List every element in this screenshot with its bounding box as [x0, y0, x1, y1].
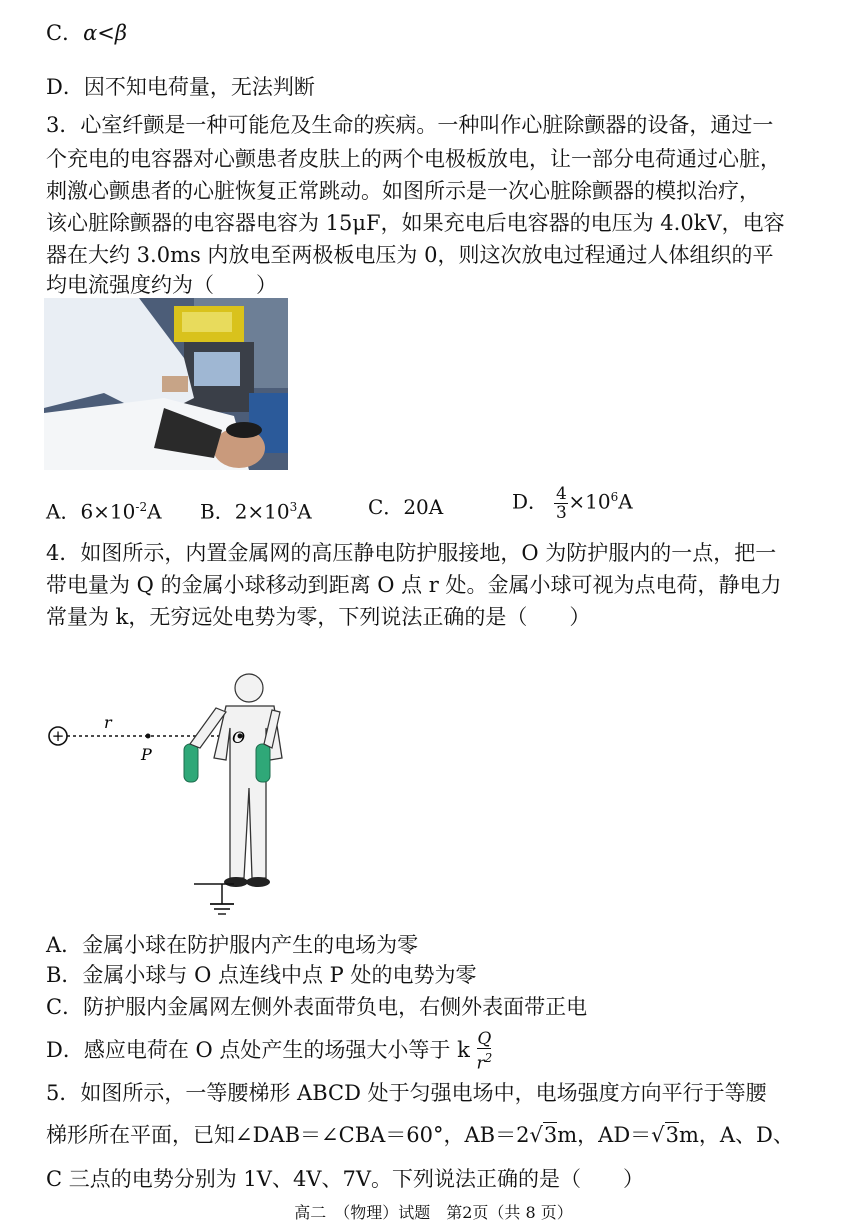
q3-option-b: B．$2\times 10^3A$	[200, 499, 312, 524]
left-glove-icon	[184, 744, 198, 782]
protective-suit	[184, 674, 282, 887]
q3-line-4: 该心脏除颤器的电容器电容为 15μF，如果充电后电容器的电压为 4.0kV，电容	[46, 211, 785, 235]
q4-option-d-fraction: $\frac{Q}{r^2}$	[476, 1029, 493, 1074]
q5-line-2: 梯形所在平面，已知∠DAB＝∠CBA＝60°，AB＝2√3m，AD＝√3m，A、D、	[46, 1123, 794, 1147]
sqrt-symbol: √	[651, 1123, 665, 1147]
protective-suit-figure	[44, 648, 304, 924]
q5-line-1: 5．如图所示，一等腰梯形 ABCD 处于匀强电场中，电场强度方向平行于等腰	[46, 1081, 767, 1105]
q3-line-3: 刺激心颤患者的心脏恢复正常跳动。如图所示是一次心脏除颤器的模拟治疗，	[46, 179, 760, 203]
ground-icon	[194, 884, 234, 914]
q3-line-2: 个充电的电容器对心颤患者皮肤上的两个电极板放电，让一部分电荷通过心脏，	[46, 147, 781, 171]
page-footer: 高二 （物理）试题 第2页（共 8 页）	[294, 1203, 573, 1222]
q4-line-3: 常量为 k，无穷远处电势为零，下列说法正确的是（ ）	[46, 605, 591, 629]
right-glove-icon	[256, 744, 270, 782]
label-r: r	[104, 713, 112, 732]
q3-line-5: 器在大约 3.0ms 内放电至两极板电压为 0，则这次放电过程通过人体组织的平	[46, 243, 774, 267]
q3-option-d: D． $\frac{4}{3}$ $\times 10^6A$	[512, 483, 633, 523]
charge-sign: +	[51, 727, 65, 745]
q4-line-1: 4．如图所示，内置金属网的高压静电防护服接地，O 为防护服内的一点，把一	[46, 541, 777, 565]
q2-option-d: D．因不知电荷量，无法判断	[46, 75, 315, 99]
label-p: P	[141, 745, 152, 764]
q4-option-a: A．金属小球在防护服内产生的电场为零	[46, 933, 419, 957]
q5-line-3: C 三点的电势分别为 1V、4V、7V。下列说法正确的是（ ）	[46, 1167, 644, 1191]
q4-line-2: 带电量为 Q 的金属小球移动到距离 O 点 r 处。金属小球可视为点电荷，静电力	[46, 573, 782, 597]
q3-option-a: A．$6\times 10^{-2}A$	[46, 499, 162, 524]
q3-line-6: 均电流强度约为（ ）	[46, 273, 277, 297]
q3-option-d-fraction: $\frac{4}{3}$	[555, 483, 567, 523]
q2-option-c: C．α<β	[46, 21, 127, 45]
label-o: O	[232, 728, 246, 747]
q3-line-1: 3．心室纤颤是一种可能危及生命的疾病。一种叫作心脏除颤器的设备，通过一	[46, 113, 774, 137]
q4-option-c: C．防护服内金属网左侧外表面带负电，右侧外表面带正电	[46, 995, 588, 1019]
q4-option-b: B．金属小球与 O 点连线中点 P 处的电势为零	[46, 963, 477, 987]
q4-option-d: D．感应电荷在 O 点处产生的场强大小等于 k $\frac{Q}{r^2}$	[46, 1029, 493, 1074]
q3-option-c: C．20A	[368, 495, 444, 519]
defibrillator-photo	[44, 298, 288, 470]
sqrt-symbol: √	[529, 1123, 543, 1147]
point-p	[146, 734, 151, 739]
